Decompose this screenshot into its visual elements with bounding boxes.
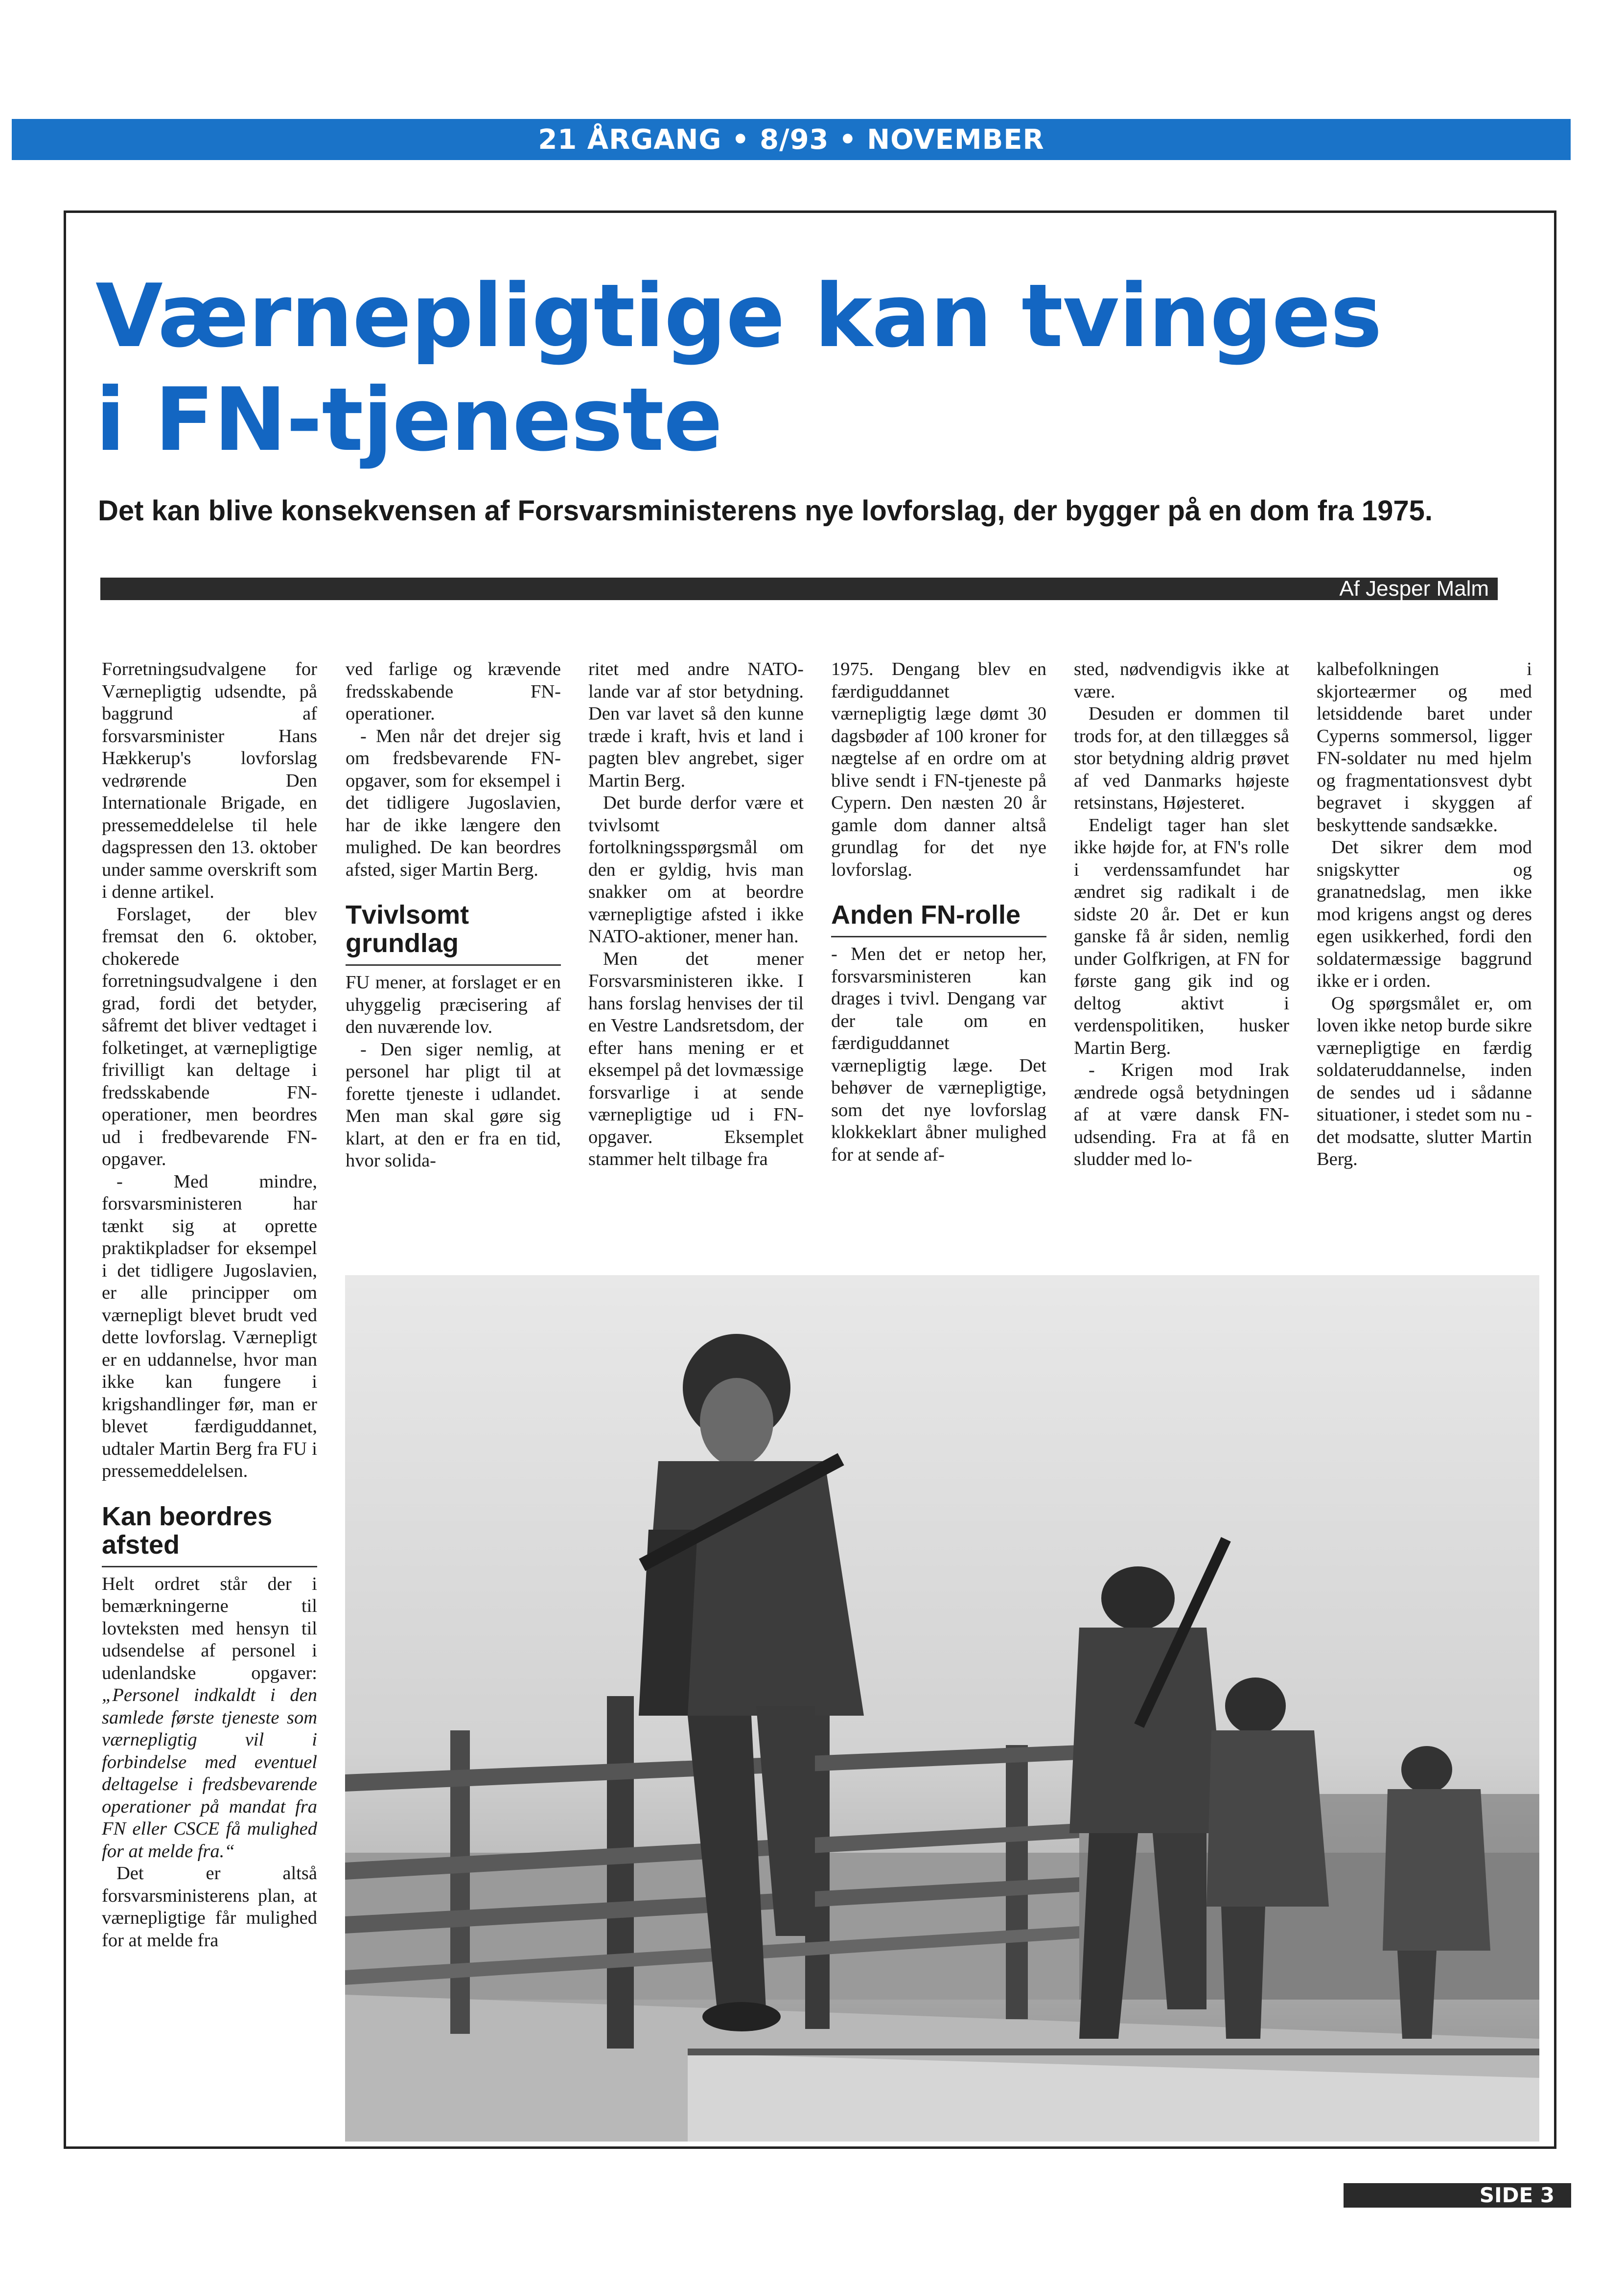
column-3: [588, 658, 804, 1171]
byline: Af Jesper Malm: [1339, 577, 1489, 601]
paragraph: Det er altså forsvarsministerens plan, at værnepligtige får mulighed for at melde fra: [102, 1863, 317, 1951]
paragraph: ved farlige og krævende fredsskabende FN-operationer.: [346, 659, 561, 724]
paragraph: Forslaget, der blev fremsat den 6. oktober, chokerede forretningsudvalgene i den grad, fordi det betyder, såfremt det bliver vedtaget i folketinget, at værnepligtige frivilligt kan deltage i fredsskabende FN-operationer, men beordres ud i fredbevarende FN-opgaver.: [102, 904, 317, 1169]
paragraph: FU mener, at forslaget er en uhyggelig præcisering af den nuværende lov.: [346, 972, 561, 1037]
page-number-tag: [1344, 2183, 1571, 2208]
page-number: SIDE 3: [1479, 2183, 1554, 2207]
paragraph: Og spørgsmålet er, om loven ikke netop burde sikre værnepligtige en færdig soldateruddannelse, inden de sendes ud i sådanne situationer, i stedet som nu - det modsatte, slutter Martin Berg.: [1317, 993, 1532, 1169]
soldiers-photo: [345, 1275, 1539, 2142]
issue-bar: [12, 119, 1571, 160]
paragraph: - Med mindre, forsvarsministeren har tænkt sig at oprette praktikpladser for eksempel i det tidligere Jugoslavien, er alle principper om værnepligt blevet brudt ved dette lovforslag. Værnepligt er en uddannelse, hvor man ikke kan fungere i krigshandlinger før, man er blevet færdiguddannet, udtaler Martin Berg fra FU i pressemeddelelsen.: [102, 1171, 317, 1481]
quote-text: „Personel indkaldt i den samlede første tjeneste som værnepligtig vil i forbindelse med eventuel deltagelse i fredsbevarende operationer på mandat fra FN eller CSCE få mulighed for at melde fra.“: [102, 1685, 317, 1862]
byline-bar: [100, 578, 1498, 600]
paragraph: Forretningsudvalgene for Værnepligtig udsendte, på baggrund af forsvarsminister Hans Hækkerup's lovforslag vedrørende Den Internationale Brigade, en pressemeddelelse til hele dagspressen den 13. oktober under samme overskrift som i denne artikel.: [102, 659, 317, 902]
column-1: [102, 658, 317, 1952]
soldiers-photo-graphic: [345, 1275, 1539, 2142]
paragraph: Det sikrer dem mod snigskytter og granatnedslag, men ikke mod krigens angst og deres egen usikkerhed, fordi den soldatermæssige baggrund ikke er i orden.: [1317, 837, 1532, 991]
headline: [95, 264, 1382, 472]
subheading-kan-beordres: Kan beordres afsted: [102, 1502, 317, 1567]
column-4: [831, 658, 1046, 1166]
paragraph-text: Helt ordret står der i bemærkningerne til lovteksten med hensyn til udsendelse af personel i udenlandske opgaver:: [102, 1573, 317, 1683]
paragraph: - Krigen mod Irak ændrede også betydningen af at være dansk FN-udsending. Fra at få en sludder med lo-: [1074, 1060, 1289, 1169]
column-2: [346, 658, 561, 1172]
headline-line-2: i FN-tjeneste: [95, 369, 722, 470]
paragraph: Men det mener Forsvarsministeren ikke. I hans forslag henvises der til en Vestre Landsretsdom, der efter hans mening er et eksempel på det lovmæssige forsvarlige i at sende værnepligtige ud i FN-opgaver. Eksemplet stammer helt tilbage fra: [588, 948, 804, 1169]
paragraph: - Men det er netop her, forsvarsministeren kan drages i tvivl. Dengang var der tale om en færdiguddannet værnepligtig læge. Det behøver de værnepligtige, som det nye lovforslag klokkeklart åbner mulighed for at sende af-: [831, 944, 1046, 1165]
paragraph: 1975. Dengang blev en færdiguddannet værnepligtig læge dømt 30 dagsbøder af 100 kroner for nægtelse af en ordre om at blive sendt i FN-tjeneste på Cypern. Den næsten 20 år gamle dom danner altså grundlag for det nye lovforslag.: [831, 659, 1046, 880]
headline-line-1: Værnepligtige kan tvinges: [95, 265, 1382, 367]
paragraph: - Den siger nemlig, at personel har pligt til at forette tjeneste i udlandet. Men man skal gøre sig klart, at den er fra en tid, hvor solida-: [346, 1039, 561, 1171]
subheading-anden-fn-rolle: Anden FN-rolle: [831, 901, 1046, 937]
paragraph: sted, nødvendigvis ikke at være.: [1074, 659, 1289, 702]
paragraph: kalbefolkningen i skjorteærmer og med letsiddende baret under Cyperns sommersol, ligger FN-soldater nu med hjelm og fragmentationsvest dybt begravet i skyggen af beskyttende sandsække.: [1317, 659, 1532, 836]
paragraph: [102, 1573, 317, 1863]
column-5: [1074, 658, 1289, 1171]
paragraph: Det burde derfor være et tvivlsomt fortolkningsspørgsmål om den er gyldig, hvis man snakker om at beordre værnepligtige afsted i ikke NATO-aktioner, mener han.: [588, 792, 804, 947]
paragraph: Endeligt tager han slet ikke højde for, at FN's rolle i verdenssamfundet har ændret sig radikalt i de sidste 20 år. Det er kun ganske få år siden, nemlig under Golfkrigen, at FN for første gang gik ind og deltog aktivt i verdenspolitiken, husker Martin Berg.: [1074, 815, 1289, 1058]
column-6: [1317, 658, 1532, 1171]
paragraph: - Men når det drejer sig om fredsbevarende FN-opgaver, som for eksempel i det tidligere Jugoslavien, har de ikke længere den mulighed. De kan beordres afsted, siger Martin Berg.: [346, 725, 561, 880]
subheading-tvivlsomt: Tvivlsomt grundlag: [346, 901, 561, 966]
issue-label: 21 ÅRGANG • 8/93 • NOVEMBER: [538, 123, 1044, 156]
paragraph: ritet med andre NATO-lande var af stor betydning. Den var lavet så den kunne træde i kraft, hvis et land i pagten blev angrebet, siger Martin Berg.: [588, 659, 804, 791]
lead-text: Det kan blive konsekvensen af Forsvarsministerens nye lovforslag, der bygger på en dom fra 1975.: [98, 495, 1433, 527]
paragraph: Desuden er dommen til trods for, at den tillægges så stor betydning aldrig prøvet af ved Danmarks højeste retsinstans, Højesteret.: [1074, 703, 1289, 813]
